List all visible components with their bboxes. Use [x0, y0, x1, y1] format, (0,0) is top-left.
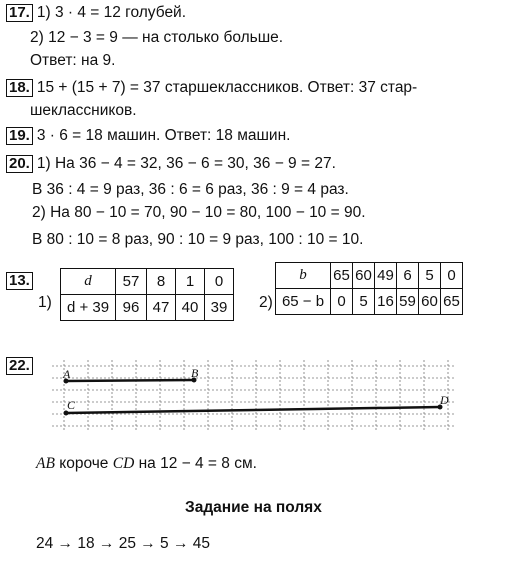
problem-17-line-1: 17. 1) 3 · 4 = 12 голубей.	[6, 4, 186, 22]
problem-22-answer: AB короче CD на 12 − 4 = 8 см.	[36, 455, 257, 472]
table-cell: 6	[397, 263, 419, 289]
segment-cd	[66, 407, 440, 413]
problem-number-22: 22.	[6, 357, 33, 375]
table-cell: 0	[331, 289, 353, 315]
problem-18-line-2: шеклассников.	[30, 102, 137, 119]
table-cell: 96	[116, 295, 147, 321]
problem-number-13: 13.	[6, 272, 33, 290]
problem-20-line-4: В 80 : 10 = 8 раз, 90 : 10 = 9 раз, 100 : 10 = 10.	[32, 231, 364, 248]
table-cell: 16	[375, 289, 397, 315]
table-cell: 65 − b	[276, 289, 331, 315]
table-1-label: 1)	[38, 294, 52, 311]
problem-19-line-1: 19. 3 · 6 = 18 машин. Ответ: 18 машин.	[6, 127, 290, 145]
table-cell: 57	[116, 269, 147, 295]
problem-number-20: 20.	[6, 155, 33, 173]
problem-17-line-2: 2) 12 − 3 = 9 — на столько больше.	[30, 29, 284, 46]
point-a-label: A	[63, 367, 71, 381]
table-cell: 47	[147, 295, 176, 321]
problem-20-line-2: В 36 : 4 = 9 раз, 36 : 6 = 6 раз, 36 : 9 = 4 раз.	[32, 181, 349, 198]
table-cell: 60	[419, 289, 441, 315]
table-cell: 60	[353, 263, 375, 289]
problem-20-line-3: 2) На 80 − 10 = 70, 90 − 10 = 80, 100 − 10 = 90.	[32, 204, 366, 221]
table-cell: 8	[147, 269, 176, 295]
problem-20-line-1: 20. 1) На 36 − 4 = 32, 36 − 6 = 30, 36 − 9 = 27.	[6, 155, 336, 173]
margin-task-chain: 24 → 18 → 25 → 5 → 45	[36, 535, 211, 552]
table-cell: 5	[419, 263, 441, 289]
table-2-label: 2)	[259, 294, 273, 311]
problem-number-18: 18.	[6, 79, 33, 97]
table-cell: 0	[441, 263, 463, 289]
table-cell: 1	[176, 269, 205, 295]
problem-18-line-1: 18. 15 + (15 + 7) = 37 старшеклассников. Ответ: 37 стар-	[6, 79, 417, 97]
point-b-label: B	[191, 366, 199, 380]
table-cell: 39	[205, 295, 234, 321]
table-cell: 49	[375, 263, 397, 289]
table-cell: d + 39	[61, 295, 116, 321]
table-cell: 5	[353, 289, 375, 315]
table-cell: 65	[441, 289, 463, 315]
table-cell: 40	[176, 295, 205, 321]
grid-paper	[52, 360, 455, 430]
table-cell: 59	[397, 289, 419, 315]
problem-17-answer: Ответ: на 9.	[30, 52, 116, 69]
table-cell: d	[61, 269, 116, 295]
margin-task-title: Задание на полях	[185, 499, 322, 516]
problem-number-19: 19.	[6, 127, 33, 145]
table-cell: b	[276, 263, 331, 289]
segment-ab	[66, 380, 194, 381]
table-cell: 0	[205, 269, 234, 295]
point-d-label: D	[440, 393, 449, 407]
problem-number-17: 17.	[6, 4, 33, 22]
table-cell: 65	[331, 263, 353, 289]
point-c-label: C	[67, 398, 76, 412]
